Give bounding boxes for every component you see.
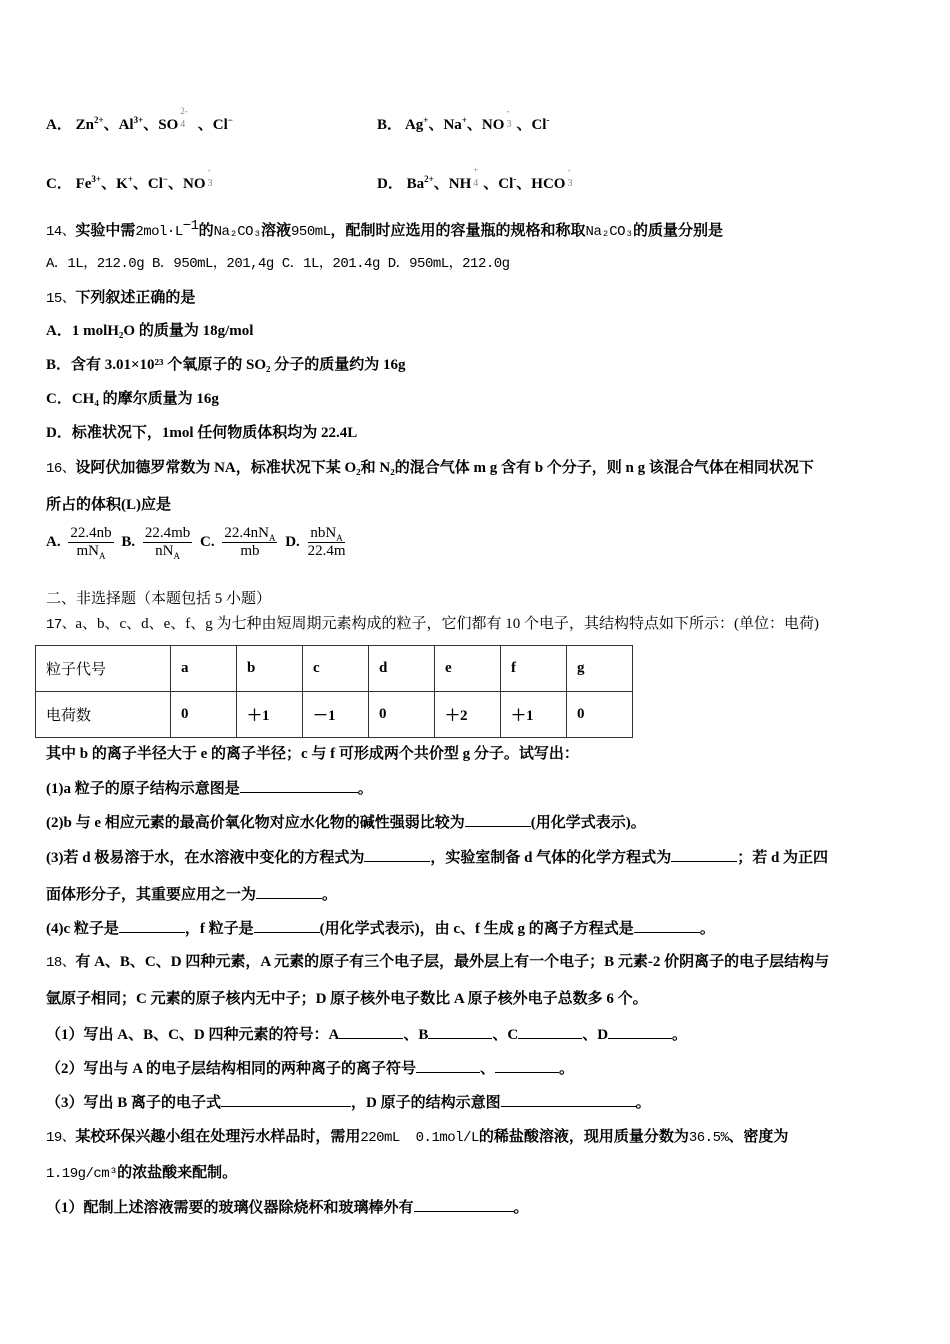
q18-stem-line2: 氩原子相同；C 元素的原子核内无中子；D 原子核外电子数比 A 原子核外电子总数多 6 个。	[46, 991, 648, 1007]
stem-text: 下列叙述正确的是	[75, 290, 196, 306]
table-cell: b	[237, 646, 303, 692]
q17-part3: (3)若 d 极易溶于水，在水溶液中变化的方程式为 ，实验室制备 d 气体的化学方程式为 ；若 d 为正四	[46, 847, 828, 868]
q16-option-b	[121, 525, 200, 562]
q17-note: 其中 b 的离子半径大于 e 的离子半径；c 与 f 可形成两个共价型 g 分子。试写出：	[46, 746, 579, 762]
answer-blank[interactable]	[221, 1092, 351, 1107]
denominator: $nN_A$	[155, 543, 180, 562]
q13-option-a: A． $Zn^{2+}$、$Al^{3+}$、SO 2- 4 、Cl−	[46, 106, 233, 133]
stem-text: 溶液	[261, 223, 292, 239]
table-cell: 0	[567, 692, 633, 738]
numerator: $22.4nN_A$	[224, 525, 276, 544]
table-row	[36, 692, 633, 738]
q14-stem	[46, 218, 723, 242]
answer-blank[interactable]	[416, 1058, 480, 1073]
q15-option-a: A．1 molH₂O 的质量为 18g/mol	[46, 323, 254, 339]
particle-table	[35, 645, 633, 738]
numerator: 22.4nb	[70, 525, 112, 542]
answer-blank[interactable]	[256, 884, 322, 899]
q15-option-c: C．CH₄ 的摩尔质量为 16g	[46, 391, 219, 407]
q16-option-d	[285, 525, 349, 560]
ion-charge: - 3	[207, 165, 213, 189]
q13-option-b: B． Ag+、Na+、NO - 3 、Cl-	[377, 106, 550, 133]
row-header: 电荷数	[36, 692, 171, 738]
q18-part1: （1）写出 A、B、C、D 四种元素的符号：A 、B 、C 、D 。	[46, 1024, 687, 1045]
exponent: −1	[182, 218, 199, 234]
ion-list: Ag+、Na+、NO	[404, 115, 505, 133]
table-cell: a	[171, 646, 237, 692]
fraction	[68, 525, 113, 560]
table-cell: c	[303, 646, 369, 692]
section-title: 二、非选择题（本题包括 5 小题）	[46, 591, 272, 607]
denominator: mb	[240, 543, 260, 560]
denominator: $mN_A$	[76, 543, 106, 562]
ion-list: $Ba^{2+}$、NH	[406, 174, 472, 192]
table-cell: ＋1	[237, 692, 303, 738]
table-cell: g	[567, 646, 633, 692]
stem-text: ，配制时应选用的容量瓶的规格和称取	[330, 223, 586, 239]
answer-blank[interactable]	[495, 1058, 559, 1073]
q19-stem-line2	[46, 1163, 237, 1184]
stem-text: 的质量分别是	[632, 223, 723, 239]
table-cell: ＋2	[435, 692, 501, 738]
option-label: A.	[46, 534, 61, 550]
option-label: B.	[121, 534, 136, 550]
ion-charge: - 3	[567, 165, 573, 189]
q17-part1: (1)a 粒子的原子结构示意图是 。	[46, 778, 373, 799]
stem-text: 的浓盐酸来配制。	[117, 1165, 238, 1181]
answer-blank[interactable]	[671, 847, 737, 862]
answer-blank[interactable]	[119, 918, 185, 933]
numerator: 22.4mb	[144, 525, 191, 542]
answer-blank[interactable]	[364, 847, 430, 862]
numerator: nbN$_A$	[308, 525, 346, 543]
ion-list: $Fe^{3+}$、K+、Cl−、NO	[75, 174, 206, 192]
option-label: B．	[377, 117, 403, 133]
ion-charge: 2- 4	[180, 106, 188, 130]
q13-option-d: D． $Ba^{2+}$、NH + 4 、Cl-、HCO - 3	[377, 174, 577, 194]
q16-options	[46, 524, 349, 560]
table-cell: d	[369, 646, 435, 692]
denominator: 22.4m	[307, 543, 346, 560]
table-row	[36, 646, 633, 692]
q18-part3: （3）写出 B 离子的电子式 ，D 原子的结构示意图 。	[46, 1092, 651, 1113]
table-cell: ＋1	[501, 692, 567, 738]
q15-option-d: D．标准状况下，1mol 任何物质体积均为 22.4L	[46, 425, 358, 441]
option-label: D．	[377, 176, 403, 192]
q18-part2: （2）写出与 A 的电子层结构相同的两种离子的离子符号 、 。	[46, 1058, 574, 1079]
stem-text: 某校环保兴趣小组在处理污水样品时，需用	[75, 1129, 361, 1145]
density: 1.19g/cm³	[46, 1166, 118, 1182]
q16-stem-line2: 所占的体积(L)应是	[46, 497, 171, 513]
q17-part2: (2)b 与 e 相应元素的最高价氧化物对应水化物的碱性强弱比较为 (用化学式表示)。	[46, 812, 646, 833]
table-cell: e	[435, 646, 501, 692]
concentration: 2mol·L	[135, 224, 183, 240]
q19-part1: （1）配制上述溶液需要的玻璃仪器除烧杯和玻璃棒外有 。	[46, 1197, 529, 1218]
answer-blank[interactable]	[428, 1024, 492, 1039]
question-number: 19、	[46, 1130, 76, 1146]
q19-stem-line1	[46, 1127, 788, 1148]
q13-option-c	[46, 165, 218, 194]
stem-text: 设阿伏加德罗常数为 NA，标准状况下某 O₂和 N₂的混合气体 m g 含有 b 个分子，则 n g 该混合气体在相同状况下	[75, 460, 814, 476]
table-cell: －1	[303, 692, 369, 738]
stem-text: 的稀盐酸溶液，现用质量分数为	[478, 1129, 689, 1145]
table-cell: 0	[171, 692, 237, 738]
q15-stem	[46, 288, 195, 309]
q14-options: A．1L，212.0g B．950mL，201,4g C．1L，201.4g D．950mL，212.0g	[46, 256, 510, 272]
question-number: 17、	[46, 617, 76, 633]
chemical-formula: Na₂CO₃	[213, 224, 261, 240]
answer-blank[interactable]	[254, 918, 320, 933]
fraction	[308, 525, 346, 560]
answer-blank[interactable]	[465, 812, 531, 827]
q16-option-c	[200, 525, 285, 560]
question-number: 18、	[46, 955, 76, 971]
ion-charge: - 3	[506, 106, 512, 130]
quantity: 220mL 0.1mol/L	[360, 1130, 479, 1146]
question-number: 16、	[46, 461, 76, 477]
fraction	[143, 525, 192, 560]
stem-text: a、b、c、d、e、f、g 为七种由短周期元素构成的粒子，它们都有 10 个电子，其结构特点如下所示：(单位：电荷)	[75, 616, 820, 632]
ion-charge: + 4	[473, 165, 479, 189]
stem-text: 实验中需	[75, 223, 136, 239]
stem-text: 有 A、B、C、D 四种元素，A 元素的原子有三个电子层，最外层上有一个电子；B 元素-2 价阴离子的电子层结构与	[75, 954, 830, 970]
question-number: 15、	[46, 291, 76, 307]
q16-option-a	[46, 525, 121, 562]
option-label: A．	[46, 117, 72, 133]
q15-option-b: B．含有 3.01×10²³ 个氧原子的 SO₂ 分子的质量约为 16g	[46, 357, 406, 373]
row-header: 粒子代号	[36, 646, 171, 692]
stem-text: 、密度为	[728, 1129, 789, 1145]
question-number: 14、	[46, 224, 76, 240]
q18-stem-line1	[46, 952, 829, 973]
percentage: 36.5%	[688, 1130, 729, 1146]
option-label: D.	[285, 534, 300, 550]
answer-blank[interactable]	[634, 918, 700, 933]
q17-part3-cont: 面体形分子，其重要应用之一为 。	[46, 884, 337, 905]
table-cell: 0	[369, 692, 435, 738]
option-label: C.	[200, 534, 215, 550]
answer-blank[interactable]	[414, 1197, 514, 1212]
answer-blank[interactable]	[501, 1092, 636, 1107]
answer-blank[interactable]	[518, 1024, 582, 1039]
q16-stem-line1	[46, 458, 814, 479]
stem-text: 的	[198, 223, 214, 239]
q17-part4: (4)c 粒子是 ，f 粒子是 (用化学式表示)，由 c、f 生成 g 的离子方程式是 。	[46, 918, 715, 939]
option-label: C．	[46, 176, 72, 192]
ion-list: $Zn^{2+}$、$Al^{3+}$、SO	[75, 115, 179, 133]
fraction	[222, 525, 277, 560]
answer-blank[interactable]	[240, 778, 358, 793]
answer-blank[interactable]	[339, 1024, 403, 1039]
answer-blank[interactable]	[608, 1024, 672, 1039]
chemical-formula: Na₂CO₃	[585, 224, 633, 240]
table-cell: f	[501, 646, 567, 692]
volume: 950mL	[291, 224, 331, 240]
q17-stem	[46, 614, 819, 635]
